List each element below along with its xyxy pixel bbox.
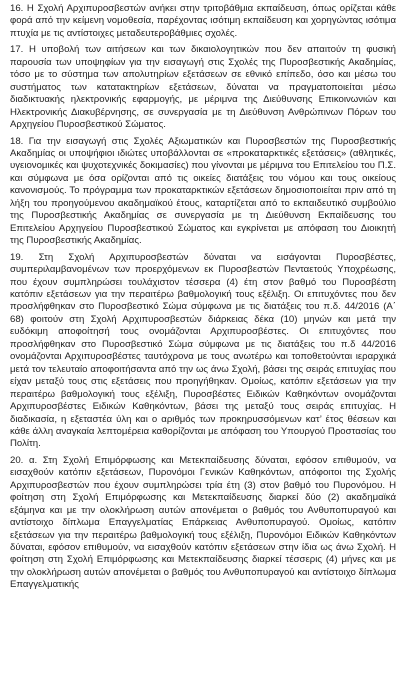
paragraph-text: 18. Για την εισαγωγή στις Σχολές Αξιωματικών και Πυροσβεστών της Πυροσβεστικής Ακαδημίας οι υποψήφιοι ιδιώτες υποβάλλονται σε «προκαταρκτικές εξετάσεις» (αθλητικές, υγειονομικές και ψυχοτεχνικές δοκιμασίες) που γίνονται με μέριμνα του Επιτελείου του Π.Σ. και σύμφωνα με όσα ορίζονται από τις οικείες διατάξεις του νόμου και τους οικείους κανονισμούς. Το πρόγραμμα των προκαταρκτικών εξετάσεων δημοσιοποιείται πριν από τη λήξη του προηγούμενου ακαδημαϊκού έτους, καταρτίζεται από το εκπαιδευτικό συμβούλιο της Πυροσβεστικής Ακαδημίας σε συνεργασία με τη Διεύθυνση Εκπαίδευσης του Επιτελείου Αρχηγείου Πυροσβεστικού Σώματος και εγκρίνεται με απόφαση του Διοικητή της Πυροσβεστικής Ακαδημίας. xyxy=(10,135,396,247)
paragraph-19 xyxy=(10,252,396,451)
paragraph-text: 17. Η υποβολή των αιτήσεων και των δικαιολογητικών που δεν απαιτούν τη φυσική παρουσία των υποψηφίων για την εισαγωγή στις Σχολές της Πυροσβεστικής Ακαδημίας, τόσο με το σύστημα των απολυτηρίων εξετάσεων σε εθνικό επίπεδο, όσο και μέσω του συστήματος των κατατακτηρίων εξετάσεων, δύναται να πραγματοποιείται μέσω διαδικτυακής ηλεκτρονικής εφαρμογής, με μέριμνα της Διεύθυνσης Επικοινωνιών και Ηλεκτρονικής Διακυβέρνησης, σε συνεργασία με τη Διεύθυνση Ανθρώπινων Πόρων του Αρχηγείου Πυροσβεστικού Σώματος. xyxy=(10,44,396,131)
paragraph-text: 16. Η Σχολή Αρχιπυροσβεστών ανήκει στην τριτοβάθμια εκπαίδευση, όπως ορίζεται κάθε φορά από την κείμενη νομοθεσία, παρέχοντας ισότιμη εκπαίδευση και χορηγώντας ισότιμα πτυχία με τις αντίστοιχες μεταδευτεροβάθμιες σχολές. xyxy=(10,3,396,39)
paragraph-16 xyxy=(10,3,396,40)
paragraph-20 xyxy=(10,455,396,592)
paragraph-18 xyxy=(10,136,396,248)
paragraph-text: 19. Στη Σχολή Αρχιπυροσβεστών δύναται να εισάγονται Πυροσβέστες, συμπεριλαμβανομένων των προερχόμενων εκ Πυροσβεστών Πενταετούς Υποχρέωσης, που έχουν συμπληρώσει τουλάχιστον τέσσερα (4) έτη στον βαθμό του Πυροσβέστη κατόπιν εξετάσεων για την περαιτέρω βαθμολογική τους εξέλιξη. Οι επιτυχόντες που δεν προσλήφθηκαν στο Πυροσβεστικό Σώμα σύμφωνα με τις διατάξεις του π.δ. 44/2016 (Α΄ 68) φοιτούν στη Σχολή Αρχιπυροσβεστών διάρκειας δέκα (10) μηνών και μετά την ευδόκιμη αποφοίτησή τους ονομάζονται Αρχιπυροσβέστες. Οι επιτυχόντες που προσλήφθηκαν στο Πυροσβεστικό Σώμα σύμφωνα με τις διατάξεις του π.δ 44/2016 ονομάζονται Αρχιπυροσβέστες ταυτόχρονα με τους ανωτέρω και τοποθετούνται ιεραρχικά μετά τον τελευταίο αποφοιτήσαντα από την ως άνω Σχολή, βάσει της σειράς επιτυχίας που είχαν μεταξύ τους στις εξετάσεις που προηγήθηκαν. Ομοίως, κατόπιν εξετάσεων για την περαιτέρω βαθμολογική τους εξέλιξη, Πυροσβέστες Ειδικών Καθηκόντων ονομάζονται Αρχιπυροσβέστες Ειδικών Καθηκόντων, βάσει της μεταξύ τους σειράς επιτυχίας. Η διαδικασία, η εξεταστέα ύλη και ο αριθμός των προκηρυσσόμενων κατ’ έτος θέσεων και κάθε άλλη αναγκαία λεπτομέρεια καθορίζονται με απόφαση του Υπουργού Προστασίας του Πολίτη. xyxy=(10,251,396,450)
paragraph-17 xyxy=(10,44,396,131)
paragraph-text: 20. α. Στη Σχολή Επιμόρφωσης και Μετεκπαίδευσης δύναται, εφόσον επιθυμούν, να εισαχθούν κατόπιν εξετάσεων, Πυρονόμοι Γενικών Καθηκόντων, απόφοιτοι της Σχολής Αρχιπυροσβεστών που έχουν συμπληρώσει τρία έτη (3) στον βαθμό του Πυρονόμου. Η φοίτηση στη Σχολή Επιμόρφωσης και Μετεκπαίδευσης διαρκεί δύο (2) ακαδημαϊκά εξάμηνα και με την ολοκλήρωση αυτών απονέμεται ο βαθμός του Ανθυποπυραγού και αντίστοιχο δίπλωμα Επαγγελματίας Επάρκειας Ανθυποπυραγού. Ομοίως, κατόπιν εξετάσεων για την περαιτέρω βαθμολογική τους εξέλιξη, Πυρονόμοι Ειδικών Καθηκόντων δύναται, εφόσον επιθυμούν, να εισαχθούν κατόπιν εξετάσεων στην ίδια ως άνω Σχολή. Η φοίτηση στη Σχολή Επιμόρφωσης και Μετεκπαίδευσης διαρκεί τέσσερις (4) μήνες και με την ολοκλήρωση αυτών απονέμεται ο βαθμός του Ανθυποπυραγού και αντίστοιχο δίπλωμα Επαγγελματικής xyxy=(10,454,396,591)
